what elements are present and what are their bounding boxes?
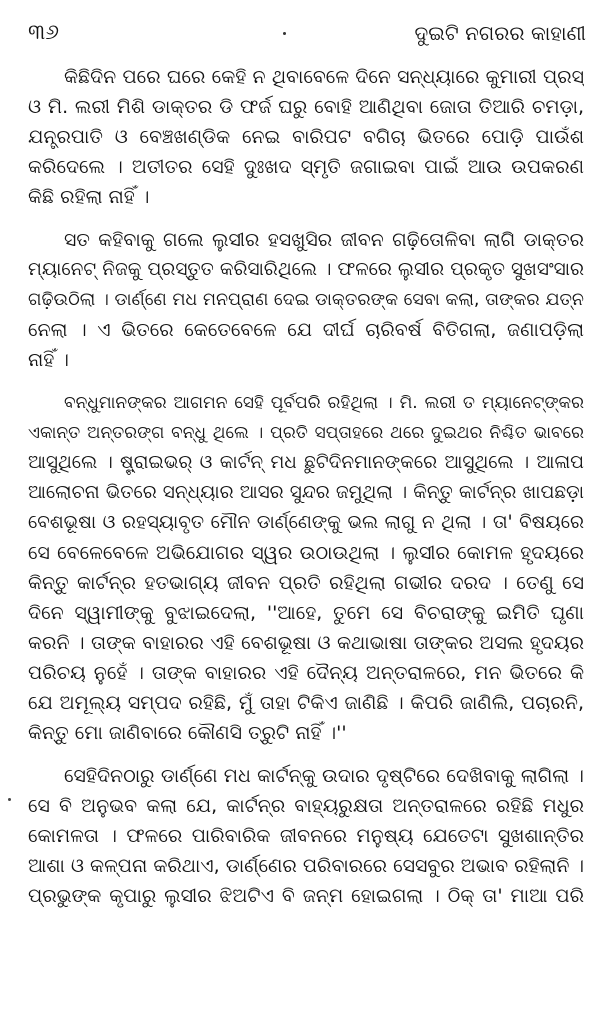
text-line: ପରିଚୟ ନୁହେଁ । ତାଙ୍କ ବାହାରର ଏହି ଦୈନ୍ୟ ଅନ୍ତରାଳରେ, ମନ ଭିତରେ କି [28, 662, 584, 684]
text-line: ନାହିଁ । [28, 349, 69, 371]
text-line: କରିଦେଲେ । ଅତୀତର ସେହି ଦୁଃଖଦ ସ୍ମୃତି ଜଗାଇବା ପାଇଁ ଆଉ ଉପକରଣ [28, 156, 584, 178]
text-line: ଯେ ଅମୂଲ୍ୟ ସମ୍ପଦ ରହିଛି, ମୁଁ ତାହା ଟିକିଏ ଜାଣିଛି । କିପରି ଜାଣିଲି, ପଚାରନି, [28, 692, 584, 714]
text-line: ପ୍ରଭୁଙ୍କ କୃପାରୁ ଲୁସୀର ଝିଅଟିଏ ବି ଜନ୍ମ ହୋଇଗଲା । ଠିକ୍ ତା' ମାଆ ପରି [28, 885, 584, 907]
text-line: ସେ ବେଳେବେଳେ ଅଭିଯୋଗର ସ୍ୱର ଉଠାଉଥିଲା । ଲୁସୀର କୋମଳ ହୃଦୟରେ [28, 542, 584, 564]
paragraph-1 [28, 62, 584, 212]
paragraph-3 [28, 388, 584, 748]
text-line: କରନି । ତାଙ୍କ ବାହାରର ଏହି ବେଶଭୂଷା ଓ କଥାଭାଷା ତାଙ୍କର ଅସଲ ହୃଦୟର [28, 632, 584, 654]
text-line: ବେଶଭୂଷା ଓ ରହସ୍ୟାବୃତ ମୌନ ଡାର୍ଣ୍ଣେଙ୍କୁ ଭଲ ଲାଗୁ ନ ଥିଲା । ତା' ବିଷୟରେ [28, 512, 584, 533]
text-line: ସତ କହିବାକୁ ଗଲେ ଲୁସୀର ହସଖୁସିର ଜୀବନ ଗଢ଼ିତୋଳିବା ଲାଗି ଡାକ୍ତର [64, 229, 584, 251]
text-line: ଆଲୋଚନା ଭିତରେ ସନ୍ଧ୍ୟାର ଆସର ସୁନ୍ଦର ଜମୁଥିଲା । କିନ୍ତୁ କାର୍ଟନ୍‌ର ଖାପଛଡ଼ା [28, 482, 584, 503]
speck-mark [283, 32, 286, 35]
text-line: ସେହିଦିନଠାରୁ ଡାର୍ଣ୍ଣେ ମଧ କାର୍ଟନ୍‌କୁ ଉଦାର ଦୃଷ୍ଟିରେ ଦେଖିବାକୁ ଲାଗିଲା । [64, 765, 584, 787]
text-line: କିଛି ରହିଲା ନାହିଁ । [28, 186, 150, 208]
page-number: ୩୬ [28, 20, 60, 45]
paragraph-2 [28, 225, 584, 375]
text-line: ନେଲା । ଏ ଭିତରେ କେତେବେଳେ ଯେ ଦୀର୍ଘ ଚାରିବର୍ଷ ବିତିଗଲା, ଜଣାପଡ଼ିଲା [28, 319, 584, 341]
text-line: କିନ୍ତୁ କାର୍ଟନ୍‌ର ହତଭାଗ୍ୟ ଜୀବନ ପ୍ରତି ରହିଥିଲା ଗଭୀର ଦରଦ । ତେଣୁ ସେ [28, 572, 584, 594]
body-text [28, 62, 584, 924]
text-line: ଗଢ଼ିଉଠିଲା । ଡାର୍ଣ୍ଣେ ମଧ ମନପ୍ରାଣ ଦେଇ ଡାକ୍ତରଙ୍କ ସେବା କଲା, ତାଙ୍କର ଯତ୍ନ [28, 290, 584, 310]
text-line: ଏକାନ୍ତ ଅନ୍ତରଙ୍ଗ ବନ୍ଧୁ ଥିଲେ । ପ୍ରତି ସପ୍ତାହରେ ଥରେ ଦୁଇଥର ନିଶ୍ଚିତ ଭାବରେ [28, 423, 584, 443]
text-line: ଆଶା ଓ କଳ୍ପନା କରିଥାଏ, ଡାର୍ଣ୍ଣେର ପରିବାରରେ ସେସବୁର ଅଭାବ ରହିଲାନି । [28, 855, 584, 877]
text-line: ଆସୁଥିଲେ । ଷ୍ଟ୍ରାଇଭର୍ ଓ କାର୍ଟନ୍ ମଧ ଛୁଟିଦିନମାନଙ୍କରେ ଆସୁଥିଲେ । ଆଳାପ [28, 452, 584, 473]
text-line: ସେ ବି ଅନୁଭବ କଲା ଯେ, କାର୍ଟନ୍‌ର ବାହ୍ୟରୁକ୍ଷତା ଅନ୍ତରାଳରେ ରହିଛି ମଧୁର [28, 795, 584, 817]
text-line: କିନ୍ତୁ ମୋ ଜାଣିବାରେ କୌଣସି ତ୍ରୁଟି ନାହିଁ ।'' [28, 722, 347, 744]
speck-mark [8, 798, 11, 801]
page-header [28, 18, 586, 52]
text-line: ବନ୍ଧୁମାନଙ୍କର ଆଗମନ ସେହି ପୂର୍ବପରି ରହିଥିଲା । ମି. ଲରୀ ତ ମ୍ୟାନେଟ୍‌ଙ୍କର [64, 393, 584, 413]
text-line: ଦିନେ ସ୍ୱାମୀଙ୍କୁ ବୁଝାଇଦେଲା, ''ଆହେ, ତୁମେ ସେ ବିଚରାଙ୍କୁ ଇମିତି ଘୃଣା [28, 602, 584, 624]
text-line: ଯନ୍ତ୍ରପାତି ଓ ବେଞ୍ଚଖଣ୍ଡିକ ନେଇ ବାରିପଟ ବଗିଚା ଭିତରେ ପୋଡ଼ି ପାଉଁଶ [28, 126, 584, 148]
text-line: କୋମଳତା । ଫଳରେ ପାରିବାରିକ ଜୀବନରେ ମନୁଷ୍ୟ ଯେତେଟା ସୁଖଶାନ୍ତିର [28, 825, 584, 847]
running-title: ଦୁଇଟି ନଗରର କାହାଣୀ [414, 21, 586, 45]
text-line: କିଛିଦିନ ପରେ ଘରେ କେହି ନ ଥିବାବେଳେ ଦିନେ ସନ୍ଧ୍ୟାରେ କୁମାରୀ ପ୍ରସ୍ [64, 66, 584, 88]
paragraph-4 [28, 761, 584, 911]
text-line: ଓ ମି. ଲରୀ ମିଶି ଡାକ୍ତର ଡି ଫର୍ଜ ଘରୁ ବୋହି ଆଣିଥିବା ଜୋତା ତିଆରି ଚମଡ଼ା, [28, 96, 584, 118]
text-line: ମ୍ୟାନେଟ୍ ନିଜକୁ ପ୍ରସ୍ତୁତ କରିସାରିଥିଲେ । ଫଳରେ ଲୁସୀର ପ୍ରକୃତ ସୁଖସଂସାର [28, 259, 584, 280]
